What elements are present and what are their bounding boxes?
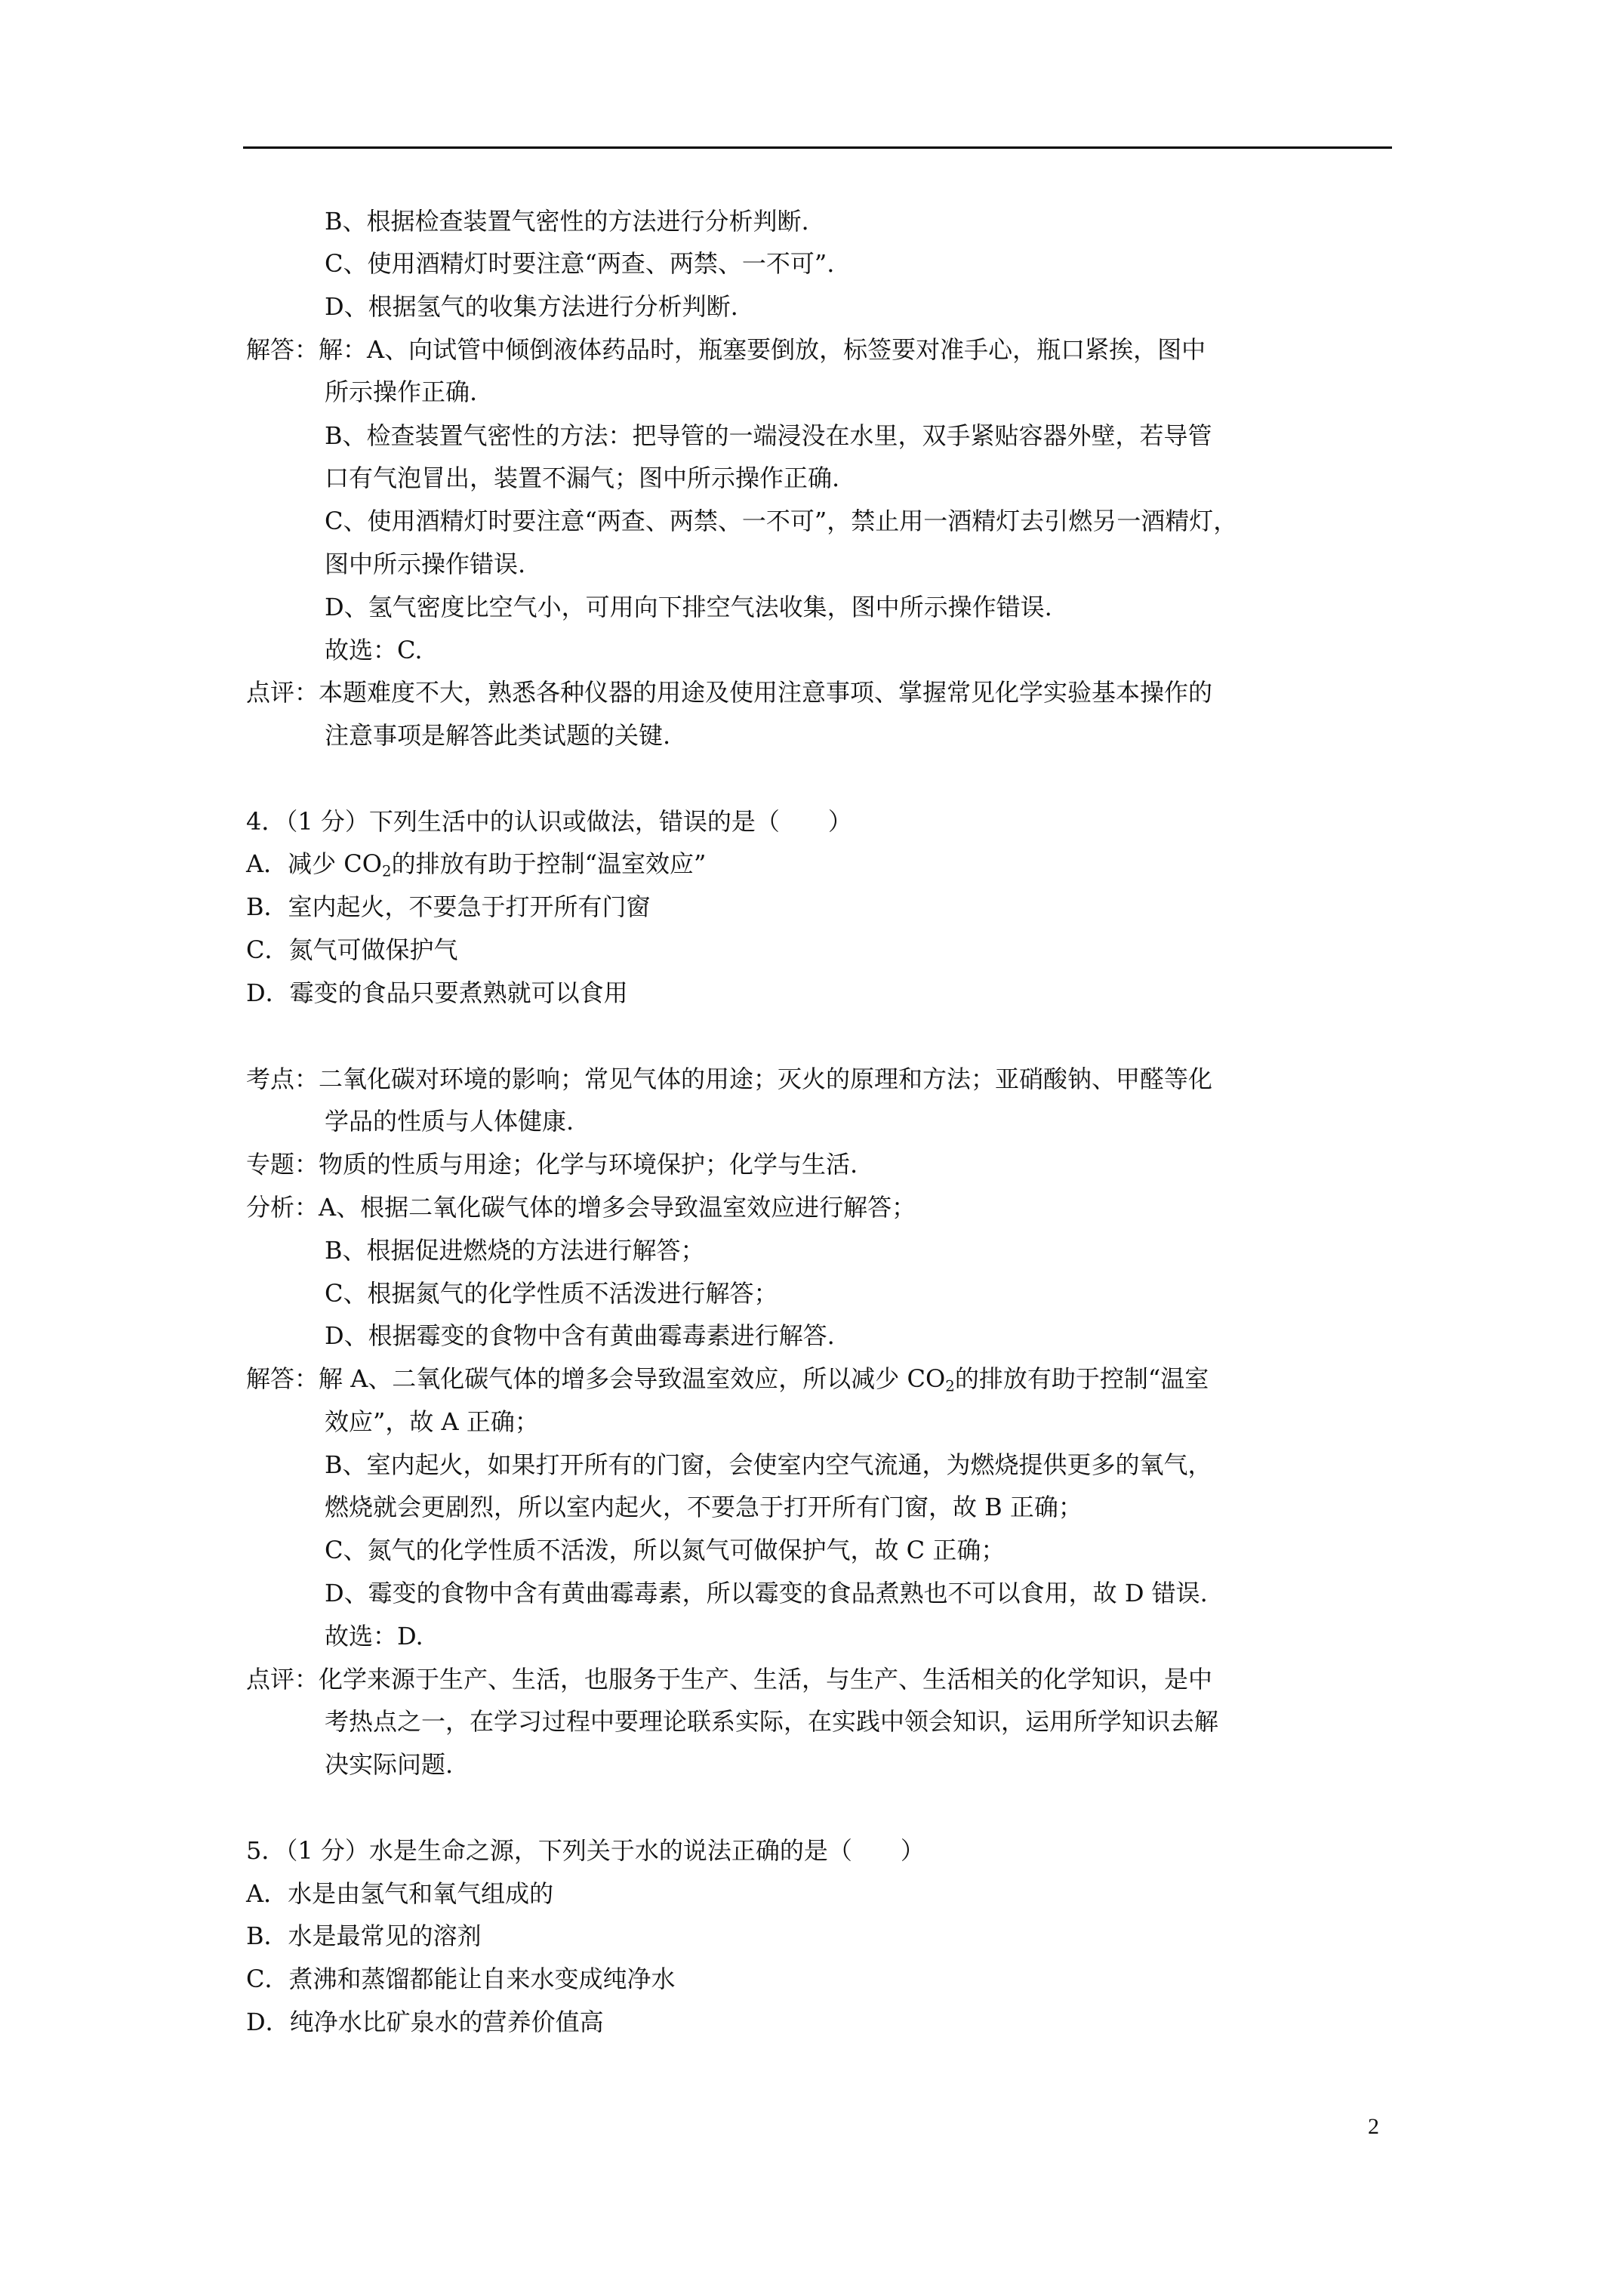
q4-jieda-line-1 bbox=[246, 1362, 1209, 1395]
q4-zhuanti-line bbox=[246, 1148, 858, 1181]
q3-answer-d: D、氢气密度比空气小，可用向下排空气法收集，图中所示操作错误. bbox=[325, 593, 1052, 621]
q5-option-b: B．水是最常见的溶剂 bbox=[246, 1922, 482, 1950]
q4-jieda-b: B、室内起火，如果打开所有的门窗，会使室内空气流通，为燃烧提供更多的氧气， bbox=[325, 1450, 1212, 1479]
q3-comment-line-1 bbox=[246, 676, 1212, 709]
q4-jieda-c: C、氮气的化学性质不活泼，所以氮气可做保护气，故 C 正确； bbox=[325, 1536, 1006, 1564]
q4-fenxi-line bbox=[246, 1191, 916, 1224]
q4-fenxi-b: B、根据促进燃烧的方法进行解答； bbox=[325, 1236, 705, 1265]
q5-option-d: D．纯净水比矿泉水的营养价值高 bbox=[246, 2008, 604, 2036]
q3-answer-b-cont: 口有气泡冒出，装置不漏气；图中所示操作正确. bbox=[325, 464, 840, 492]
q3-answer-c-cont: 图中所示操作错误. bbox=[325, 550, 526, 578]
q5-option-a: A．水是由氢气和氧气组成的 bbox=[246, 1879, 554, 1908]
q4-jieda-label: 解答： bbox=[246, 1364, 319, 1393]
q5-stem: 5．（1 分）水是生命之源，下列关于水的说法正确的是（ ） bbox=[246, 1836, 925, 1865]
page-number: 2 bbox=[1368, 2114, 1379, 2139]
q3-analysis-c: C、使用酒精灯时要注意“两查、两禁、一不可”. bbox=[325, 249, 835, 278]
q4-jieda-a-subscript: 2 bbox=[945, 1377, 955, 1395]
q4-kaodian: 二氧化碳对环境的影响；常见气体的用途；灭火的原理和方法；亚硝酸钠、甲醛等化 bbox=[319, 1065, 1213, 1093]
q4-dianping: 化学来源于生产、生活，也服务于生产、生活，与生产、生活相关的化学知识，是中 bbox=[319, 1665, 1213, 1693]
q3-analysis-d: D、根据氢气的收集方法进行分析判断. bbox=[325, 292, 738, 321]
q4-dianping-cont-1: 考热点之一，在学习过程中要理论联系实际，在实践中领会知识，运用所学知识去解 bbox=[325, 1707, 1219, 1736]
header-rule bbox=[243, 146, 1392, 149]
q4-jieda-a-cont: 效应”，故 A 正确； bbox=[325, 1407, 539, 1436]
q4-option-a-text-end: 的排放有助于控制“温室效应” bbox=[391, 849, 707, 878]
q3-comment: 本题难度不大，熟悉各种仪器的用途及使用注意事项、掌握常见化学实验基本操作的 bbox=[319, 678, 1213, 707]
q4-jieda-a-end: 的排放有助于控制“温室 bbox=[954, 1364, 1209, 1393]
q4-option-a bbox=[246, 847, 706, 880]
q4-option-a-subscript: 2 bbox=[382, 862, 392, 880]
q4-kaodian-line-1 bbox=[246, 1062, 1212, 1096]
q4-option-c: C．氮气可做保护气 bbox=[246, 935, 458, 964]
q4-choice: 故选：D. bbox=[325, 1622, 423, 1650]
q4-option-b: B．室内起火，不要急于打开所有门窗 bbox=[246, 892, 651, 921]
q3-answer-a-cont: 所示操作正确. bbox=[325, 378, 478, 406]
q3-answer-c: C、使用酒精灯时要注意“两查、两禁、一不可”，禁止用一酒精灯去引燃另一酒精灯， bbox=[325, 507, 1238, 535]
q4-jieda-a: 解 A、二氧化碳气体的增多会导致温室效应，所以减少 CO bbox=[319, 1364, 946, 1393]
q4-fenxi-c: C、根据氮气的化学性质不活泼进行解答； bbox=[325, 1279, 778, 1308]
q3-answer-b: B、检查装置气密性的方法：把导管的一端浸没在水里，双手紧贴容器外壁，若导管 bbox=[325, 421, 1212, 450]
q4-dianping-label: 点评： bbox=[246, 1665, 319, 1693]
q4-dianping-cont-2: 决实际问题. bbox=[325, 1750, 454, 1779]
q4-zhuanti-label: 专题： bbox=[246, 1150, 319, 1179]
q4-fenxi-a: A、根据二氧化碳气体的增多会导致温室效应进行解答； bbox=[319, 1193, 916, 1222]
q4-option-a-text: A．减少 CO bbox=[246, 849, 383, 878]
q3-answer-a: 解：A、向试管中倾倒液体药品时，瓶塞要倒放，标签要对准手心，瓶口紧挨，图中 bbox=[319, 335, 1206, 364]
q3-choice: 故选：C. bbox=[325, 636, 423, 664]
q4-jieda-b-cont: 燃烧就会更剧烈，所以室内起火，不要急于打开所有门窗，故 B 正确； bbox=[325, 1493, 1083, 1521]
q4-fenxi-label: 分析： bbox=[246, 1193, 319, 1222]
q3-analysis-b: B、根据检查装置气密性的方法进行分析判断. bbox=[325, 207, 809, 236]
q4-kaodian-cont: 学品的性质与人体健康. bbox=[325, 1107, 574, 1136]
q4-jieda-d: D、霉变的食物中含有黄曲霉毒素，所以霉变的食品煮熟也不可以食用，故 D 错误. bbox=[325, 1579, 1208, 1607]
q3-comment-label: 点评： bbox=[246, 678, 319, 707]
q4-stem: 4．（1 分）下列生活中的认识或做法，错误的是（ ） bbox=[246, 807, 852, 836]
q4-fenxi-d: D、根据霉变的食物中含有黄曲霉毒素进行解答. bbox=[325, 1321, 835, 1350]
q4-option-d: D．霉变的食品只要煮熟就可以食用 bbox=[246, 978, 628, 1007]
q3-comment-cont: 注意事项是解答此类试题的关键. bbox=[325, 721, 671, 750]
q4-kaodian-label: 考点： bbox=[246, 1065, 319, 1093]
q3-answer-line-1 bbox=[246, 333, 1206, 366]
q3-answer-label: 解答： bbox=[246, 335, 319, 364]
q4-dianping-line-1 bbox=[246, 1663, 1212, 1696]
q4-zhuanti: 物质的性质与用途；化学与环境保护；化学与生活. bbox=[319, 1150, 858, 1179]
q5-option-c: C．煮沸和蒸馏都能让自来水变成纯净水 bbox=[246, 1965, 676, 1993]
